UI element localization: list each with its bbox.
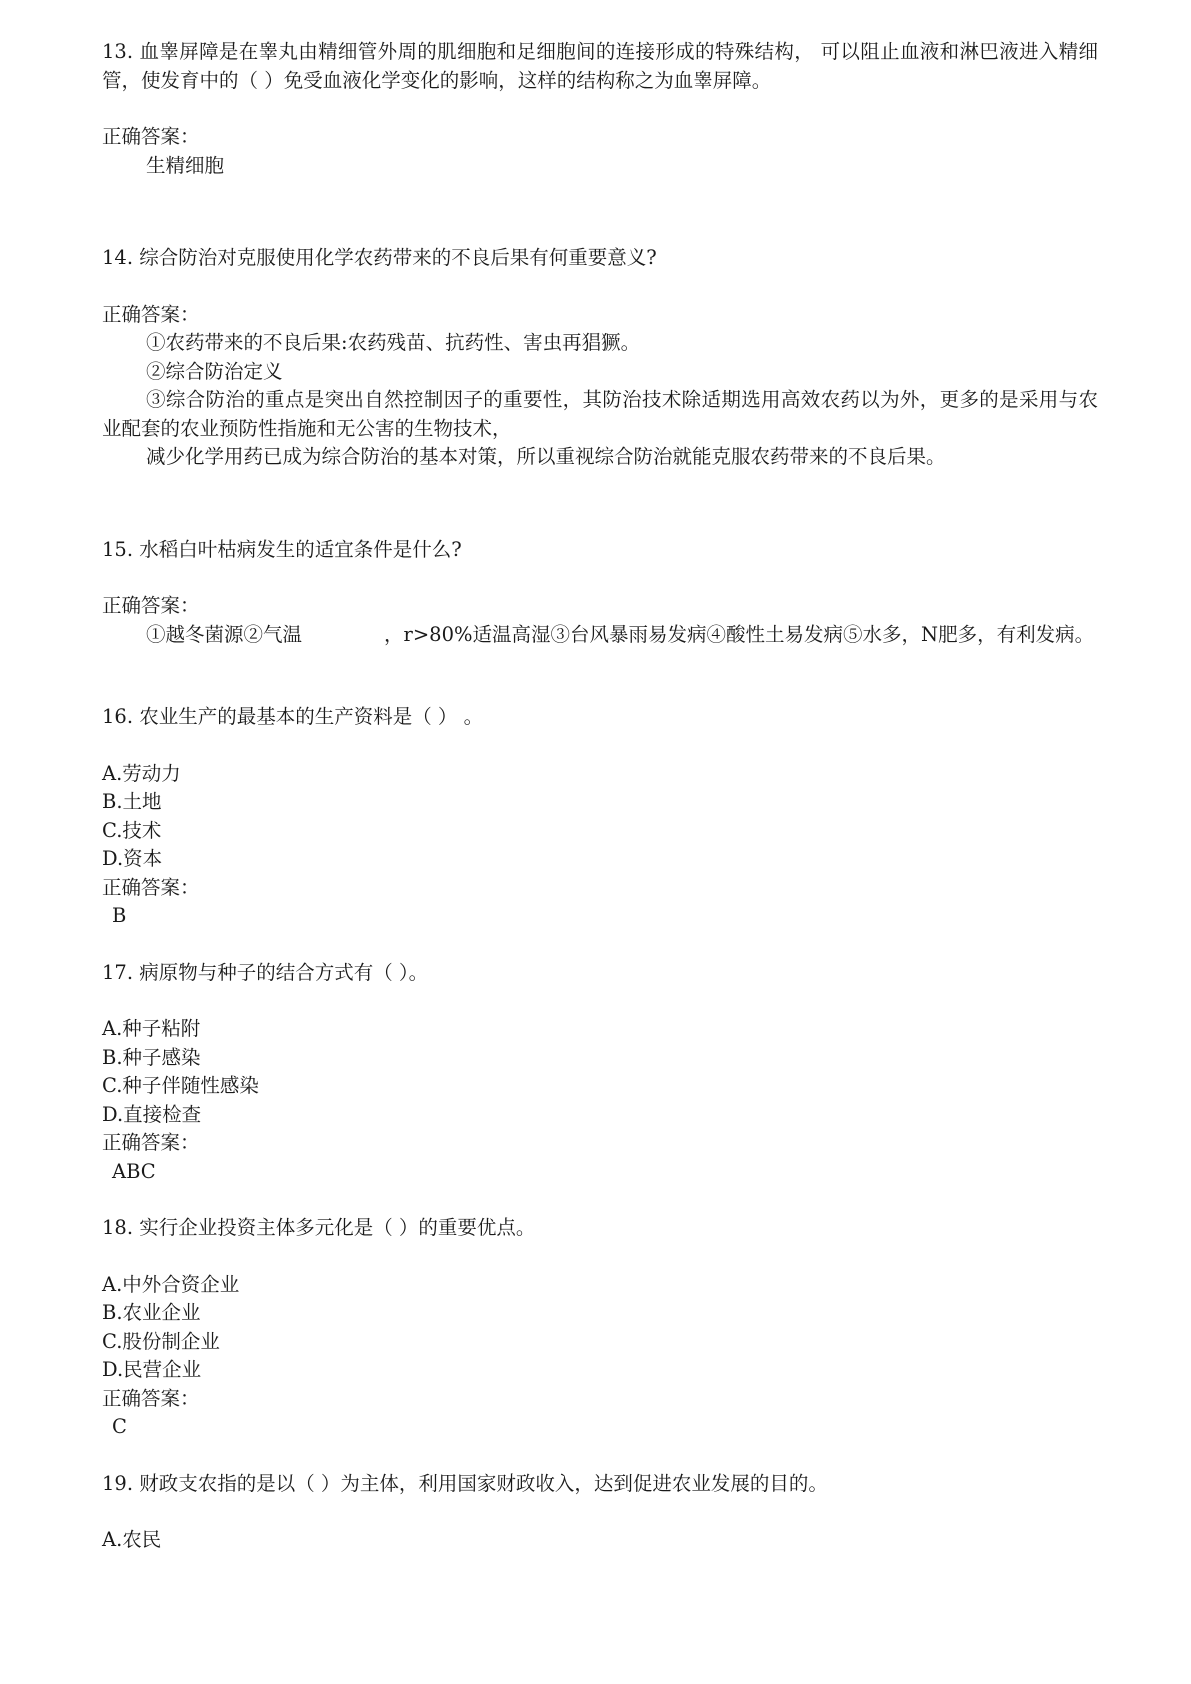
answer-text: ABC xyxy=(112,1159,156,1183)
question-16 xyxy=(102,703,1098,931)
answer-line: 减少化学用药已成为综合防治的基本对策，所以重视综合防治就能克服农药带来的不良后果。 xyxy=(146,445,946,468)
question-text: 18. 实行企业投资主体多元化是（ ）的重要优点。 xyxy=(102,1216,536,1239)
answer-line: ①农药带来的不良后果:农药残苗、抗药性、害虫再猖獗。 xyxy=(146,331,641,354)
option-b: B.农业企业 xyxy=(102,1301,201,1324)
question-13 xyxy=(102,38,1098,180)
answer-line: ③综合防治的重点是突出自然控制因子的重要性，其防治技术除适期选用高效农药以为外，更多的是采用与农业配套的农业预防性指施和无公害的生物技术， xyxy=(102,388,1098,440)
question-text: 13. 血睾屏障是在睾丸由精细管外周的肌细胞和足细胞间的连接形成的特殊结构， 可以阻止血液和淋巴液进入精细管，使发育中的（ ）免受血液化学变化的影响，这样的结构称之为血睾屏障。 xyxy=(102,40,1098,92)
answer-part-1: ①越冬菌源②气温 xyxy=(146,622,303,646)
answer-text xyxy=(102,621,1098,650)
answer-label: 正确答案： xyxy=(102,875,200,899)
option-a: A.中外合资企业 xyxy=(102,1272,240,1296)
answer-label: 正确答案： xyxy=(102,302,200,326)
option-a: A.种子粘附 xyxy=(102,1017,201,1040)
option-c: C.种子伴随性感染 xyxy=(102,1074,259,1097)
option-b: B.种子感染 xyxy=(102,1045,201,1069)
answer-label: 正确答案： xyxy=(102,1386,200,1410)
question-text: 16. 农业生产的最基本的生产资料是（ ） 。 xyxy=(102,705,484,728)
option-a: A.劳动力 xyxy=(102,761,181,785)
question-15 xyxy=(102,536,1098,650)
answer-text: B xyxy=(112,904,127,927)
option-d: D.直接检查 xyxy=(102,1102,202,1126)
question-text: 19. 财政支农指的是以（ ）为主体，利用国家财政收入，达到促进农业发展的目的。 xyxy=(102,1471,828,1495)
question-text: 15. 水稻白叶枯病发生的适宜条件是什么? xyxy=(102,537,462,561)
document-page xyxy=(102,38,1098,1555)
answer-part-2: ，r>80%适温高湿③台风暴雨易发病④酸性土易发病⑤水多，N肥多，有利发病。 xyxy=(384,622,1095,646)
answer-text: C xyxy=(112,1415,127,1438)
question-14 xyxy=(102,244,1098,472)
answer-line: ②综合防治定义 xyxy=(146,359,283,383)
question-19 xyxy=(102,1470,1098,1555)
answer-label: 正确答案： xyxy=(102,1131,200,1154)
question-text: 17. 病原物与种子的结合方式有（ ）。 xyxy=(102,960,429,984)
answer-label: 正确答案： xyxy=(102,125,200,148)
option-a: A.农民 xyxy=(102,1528,162,1551)
answer-label: 正确答案： xyxy=(102,594,200,617)
answer-text: 生精细胞 xyxy=(146,153,225,177)
question-text: 14. 综合防治对克服使用化学农药带来的不良后果有何重要意义? xyxy=(102,246,657,269)
question-18 xyxy=(102,1214,1098,1442)
option-c: C.技术 xyxy=(102,818,162,842)
option-d: D.资本 xyxy=(102,847,163,870)
option-c: C.股份制企业 xyxy=(102,1329,220,1353)
question-17 xyxy=(102,959,1098,1187)
option-d: D.民营企业 xyxy=(102,1358,202,1381)
option-b: B.土地 xyxy=(102,790,162,813)
